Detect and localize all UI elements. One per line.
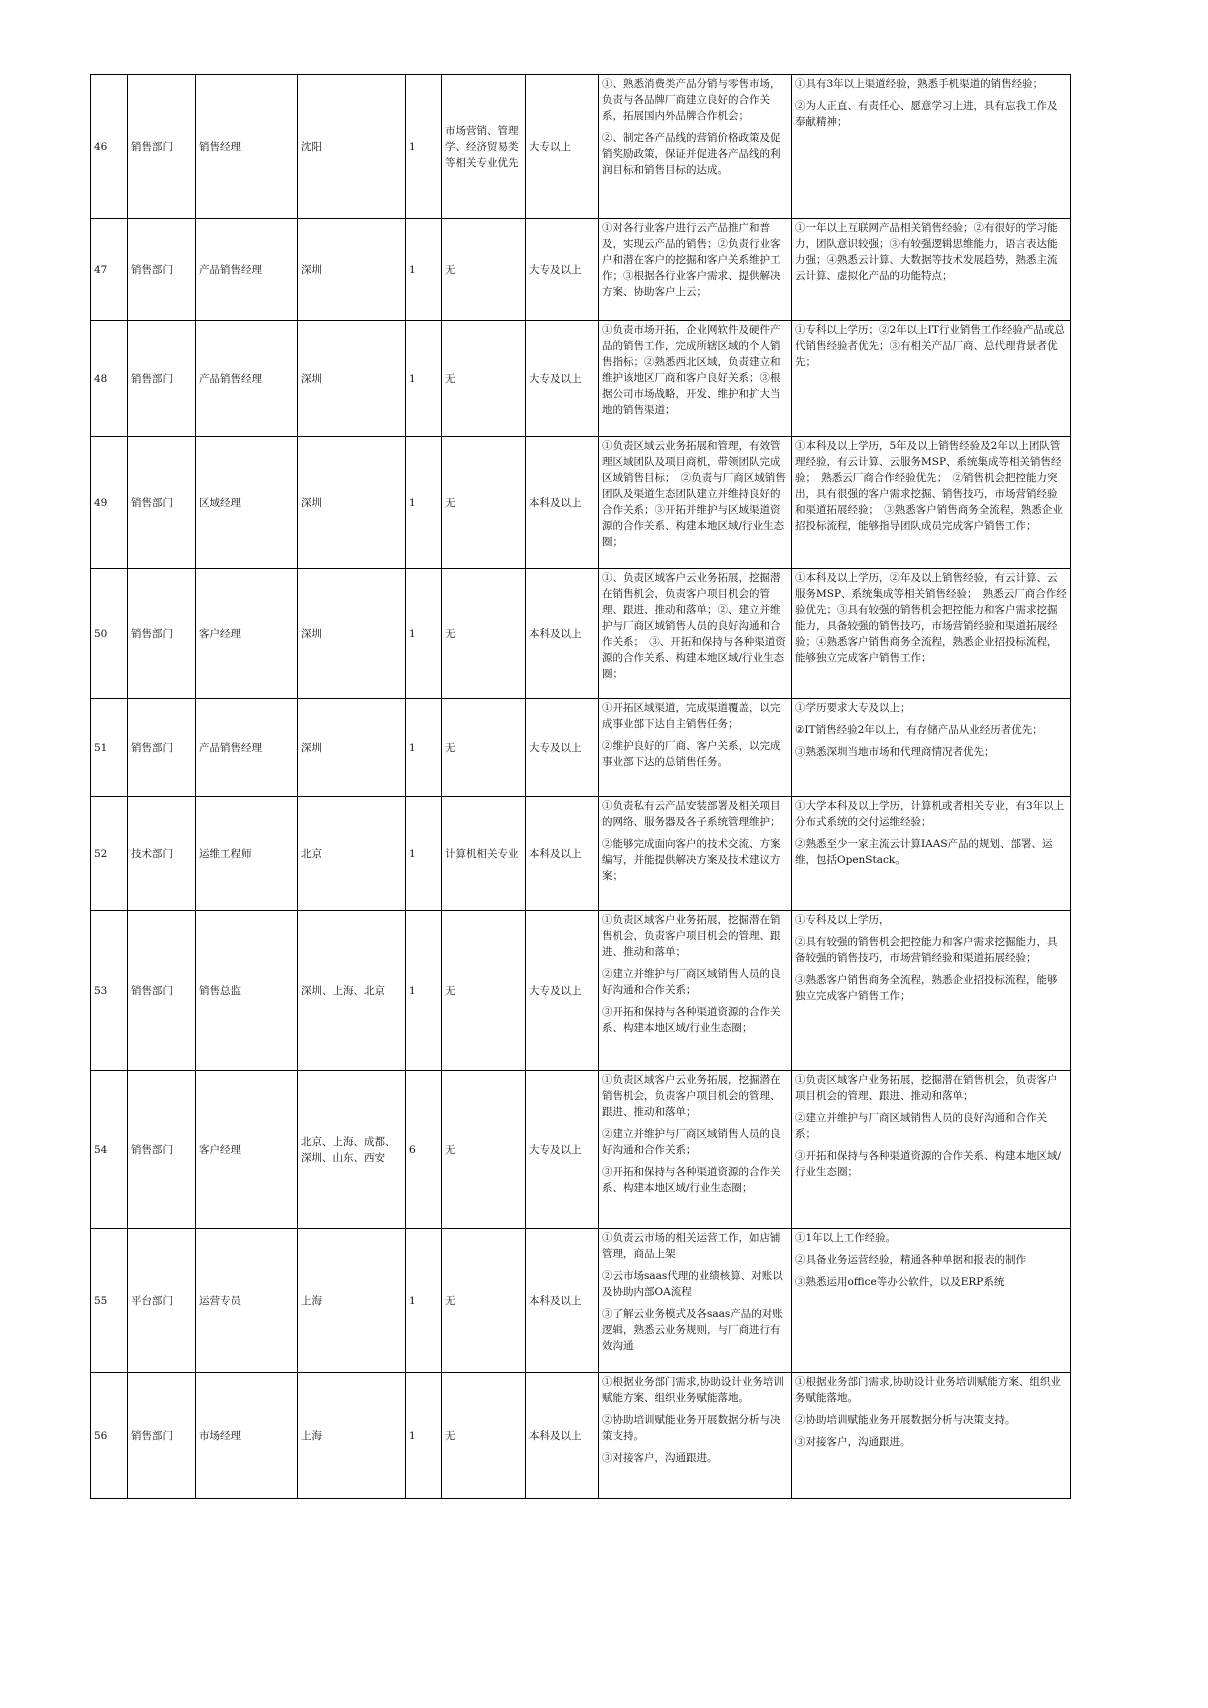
requirement-paragraph: ①具有3年以上渠道经验，熟悉手机渠道的销售经验； <box>795 78 1044 90</box>
duties-cell <box>599 1071 792 1229</box>
duty-paragraph: ①开拓区域渠道，完成渠道覆盖，以完成事业部下达自主销售任务； <box>602 702 781 730</box>
headcount-cell: 1 <box>406 219 442 321</box>
row-number: 49 <box>91 437 128 569</box>
requirement-paragraph: ①一年以上互联网产品相关销售经验；②有很好的学习能力，团队意识较强；③有较强逻辑思维能力，语言表达能力强；④熟悉云计算、大数据等技术发展趋势，熟悉主流云计算、虚拟化产品的功能特点； <box>795 222 1058 282</box>
table-row <box>91 699 1071 797</box>
department-cell: 销售部门 <box>128 911 196 1071</box>
requirement-paragraph: ③对接客户，沟通跟进。 <box>795 1436 911 1448</box>
headcount-cell: 1 <box>406 437 442 569</box>
requirement-paragraph: ③熟悉客户销售商务全流程，熟悉企业招投标流程，能够独立完成客户销售工作； <box>795 974 1058 1002</box>
department-cell: 销售部门 <box>128 321 196 437</box>
table-row <box>91 75 1071 219</box>
department-cell: 销售部门 <box>128 219 196 321</box>
row-number: 55 <box>91 1229 128 1373</box>
education-cell: 本科及以上 <box>526 437 599 569</box>
position-cell: 产品销售经理 <box>196 699 298 797</box>
table-row <box>91 1373 1071 1499</box>
duty-paragraph: ③开拓和保持与各种渠道资源的合作关系、构建本地区域/行业生态圈； <box>602 1006 781 1034</box>
duty-paragraph: ①、负责区域客户云业务拓展，挖掘潜在销售机会，负责客户项目机会的管理、跟进、推动和落单；②、建立并维护与厂商区域销售人员的良好沟通和合作关系； ③、开拓和保持与各种渠道资源的合作关系、构建本地区域/行业生态圈； <box>602 572 786 680</box>
education-cell: 本科及以上 <box>526 1373 599 1499</box>
position-cell: 产品销售经理 <box>196 321 298 437</box>
major-cell: 无 <box>442 1071 526 1229</box>
row-number: 50 <box>91 569 128 699</box>
duty-paragraph: ①负责区域客户云业务拓展，挖掘潜在销售机会，负责客户项目机会的管理、跟进、推动和落单； <box>602 1074 781 1118</box>
requirement-paragraph: ②IT销售经验2年以上，有存储产品从业经历者优先； <box>795 724 1043 736</box>
duty-paragraph: ②协助培训赋能业务开展数据分析与决策支持。 <box>602 1414 781 1442</box>
requirement-paragraph: ②为人正直、有责任心、愿意学习上进，具有忘我工作及奉献精神； <box>795 100 1058 128</box>
duties-cell <box>599 797 792 911</box>
requirements-cell <box>792 437 1071 569</box>
requirement-paragraph: ①1年以上工作经验。 <box>795 1232 897 1244</box>
requirement-paragraph: ②熟悉至少一家主流云计算IAAS产品的规划、部署、运维，包括OpenStack。 <box>795 838 1053 866</box>
location-cell: 深圳 <box>298 321 406 437</box>
position-cell: 产品销售经理 <box>196 219 298 321</box>
row-number: 47 <box>91 219 128 321</box>
requirement-paragraph: ①大学本科及以上学历，计算机或者相关专业，有3年以上分布式系统的交付运维经验； <box>795 800 1065 828</box>
requirement-paragraph: ②具备业务运营经验，精通各种单据和报表的制作 <box>795 1254 1026 1266</box>
row-number: 48 <box>91 321 128 437</box>
duties-cell <box>599 1229 792 1373</box>
headcount-cell: 6 <box>406 1071 442 1229</box>
major-cell: 无 <box>442 1229 526 1373</box>
position-cell: 运维工程师 <box>196 797 298 911</box>
location-cell: 深圳、上海、北京 <box>298 911 406 1071</box>
duty-paragraph: ①负责区域客户业务拓展，挖掘潜在销售机会，负责客户项目机会的管理、跟进、推动和落单； <box>602 914 781 958</box>
duty-paragraph: ①负责私有云产品安装部署及相关项目的网络、服务器及各子系统管理维护； <box>602 800 781 828</box>
row-number: 52 <box>91 797 128 911</box>
duty-paragraph: ②能够完成面向客户的技术交流、方案编写，并能提供解决方案及技术建议方案； <box>602 838 781 882</box>
education-cell: 本科及以上 <box>526 797 599 911</box>
duties-cell <box>599 321 792 437</box>
department-cell: 平台部门 <box>128 1229 196 1373</box>
requirement-paragraph: ①学历要求大专及以上； <box>795 702 911 714</box>
major-cell: 无 <box>442 569 526 699</box>
duty-paragraph: ③对接客户，沟通跟进。 <box>602 1452 718 1464</box>
duty-paragraph: ②、制定各产品线的营销价格政策及促销奖励政策，保证并促进各产品线的利润目标和销售目标的达成。 <box>602 132 781 176</box>
requirements-cell <box>792 911 1071 1071</box>
education-cell: 大专及以上 <box>526 911 599 1071</box>
location-cell: 上海 <box>298 1373 406 1499</box>
duty-paragraph: ①对各行业客户进行云产品推广和普及，实现云产品的销售；②负责行业客户和潜在客户的挖掘和客户关系维护工作；③根据各行业客户需求、提供解决方案、协助客户上云； <box>602 222 781 298</box>
location-cell: 上海 <box>298 1229 406 1373</box>
duty-paragraph: ①负责区域云业务拓展和管理，有效管理区域团队及项目商机，带领团队完成区域销售目标； ②负责与厂商区域销售团队及渠道生态团队建立并维持良好的合作关系；③开拓并维护与区域渠道资源的合作关系、构建本地区域/行业生态圈； <box>602 440 786 548</box>
duty-paragraph: ②维护良好的厂商、客户关系，以完成事业部下达的总销售任务。 <box>602 740 781 768</box>
department-cell: 技术部门 <box>128 797 196 911</box>
department-cell: 销售部门 <box>128 437 196 569</box>
duties-cell <box>599 911 792 1071</box>
requirements-cell <box>792 219 1071 321</box>
table-row <box>91 569 1071 699</box>
department-cell: 销售部门 <box>128 1071 196 1229</box>
position-cell: 市场经理 <box>196 1373 298 1499</box>
location-cell: 深圳 <box>298 219 406 321</box>
major-cell: 无 <box>442 437 526 569</box>
duties-cell <box>599 75 792 219</box>
table-row <box>91 1071 1071 1229</box>
headcount-cell: 1 <box>406 911 442 1071</box>
table-row <box>91 219 1071 321</box>
duty-paragraph: ①、熟悉消费类产品分销与零售市场，负责与各品牌厂商建立良好的合作关系，拓展国内外品牌合作机会； <box>602 78 781 122</box>
row-number: 51 <box>91 699 128 797</box>
requirements-cell <box>792 699 1071 797</box>
requirements-cell <box>792 1229 1071 1373</box>
duty-paragraph: ②云市场saas代理的业绩核算、对账以及协助内部OA流程 <box>602 1270 783 1298</box>
duties-cell <box>599 219 792 321</box>
requirement-paragraph: ①专科及以上学历， <box>795 914 890 926</box>
row-number: 46 <box>91 75 128 219</box>
education-cell: 大专及以上 <box>526 219 599 321</box>
duties-cell <box>599 699 792 797</box>
location-cell: 深圳 <box>298 699 406 797</box>
duties-cell <box>599 1373 792 1499</box>
table-row <box>91 797 1071 911</box>
education-cell: 大专以上 <box>526 75 599 219</box>
department-cell: 销售部门 <box>128 569 196 699</box>
location-cell: 深圳 <box>298 437 406 569</box>
headcount-cell: 1 <box>406 797 442 911</box>
position-cell: 客户经理 <box>196 1071 298 1229</box>
table-row <box>91 321 1071 437</box>
requirements-cell <box>792 75 1071 219</box>
requirement-paragraph: ①专科以上学历；②2年以上IT行业销售工作经验产品或总代销售经验者优先；③有相关产品厂商、总代理背景者优先； <box>795 324 1065 368</box>
headcount-cell: 1 <box>406 1373 442 1499</box>
location-cell: 深圳 <box>298 569 406 699</box>
department-cell: 销售部门 <box>128 75 196 219</box>
department-cell: 销售部门 <box>128 699 196 797</box>
job-listing-table <box>90 74 1071 1499</box>
education-cell: 大专及以上 <box>526 321 599 437</box>
row-number: 53 <box>91 911 128 1071</box>
duty-paragraph: ②建立并维护与厂商区域销售人员的良好沟通和合作关系； <box>602 968 781 996</box>
requirement-paragraph: ②建立并维护与厂商区域销售人员的良好沟通和合作关系； <box>795 1112 1047 1140</box>
row-number: 56 <box>91 1373 128 1499</box>
education-cell: 本科及以上 <box>526 569 599 699</box>
major-cell: 无 <box>442 1373 526 1499</box>
major-cell: 计算机相关专业 <box>442 797 526 911</box>
major-cell: 市场营销、管理学、经济贸易类等相关专业优先 <box>442 75 526 219</box>
headcount-cell: 1 <box>406 75 442 219</box>
location-cell: 北京、上海、成都、深圳、山东、西安 <box>298 1071 406 1229</box>
requirement-paragraph: ③熟悉深圳当地市场和代理商情况者优先； <box>795 746 995 758</box>
position-cell: 客户经理 <box>196 569 298 699</box>
requirements-cell <box>792 797 1071 911</box>
table-body <box>91 75 1071 1499</box>
table-row <box>91 911 1071 1071</box>
requirement-paragraph: ①本科及以上学历，②年及以上销售经验，有云计算、云服务MSP、系统集成等相关销售经验； 熟悉云厂商合作经验优先；③具有较强的销售机会把控能力和客户需求挖掘能力，具备较强的销售技巧，市场营销经验和渠道拓展经验；④熟悉客户销售商务全流程，熟悉企业招投标流程，能够独立完成客户销售工作； <box>795 572 1067 664</box>
major-cell: 无 <box>442 699 526 797</box>
requirements-cell <box>792 1373 1071 1499</box>
headcount-cell: 1 <box>406 569 442 699</box>
major-cell: 无 <box>442 219 526 321</box>
table-row <box>91 437 1071 569</box>
headcount-cell: 1 <box>406 1229 442 1373</box>
requirement-paragraph: ①本科及以上学历，5年及以上销售经验及2年以上团队管理经验，有云计算、云服务MSP、系统集成等相关销售经验； 熟悉云厂商合作经验优先； ②销售机会把控能力突出，具有很强的客户需求挖掘、销售技巧，市场营销经验和渠道拓展经验； ③熟悉客户销售商务全流程，熟悉企业招投标流程，能够指导团队成员完成客户销售工作； <box>795 440 1063 532</box>
location-cell: 沈阳 <box>298 75 406 219</box>
requirement-paragraph: ③熟悉运用office等办公软件，以及ERP系统 <box>795 1276 1005 1288</box>
position-cell: 销售总监 <box>196 911 298 1071</box>
row-number: 54 <box>91 1071 128 1229</box>
position-cell: 区域经理 <box>196 437 298 569</box>
education-cell: 大专及以上 <box>526 699 599 797</box>
table-row <box>91 1229 1071 1373</box>
major-cell: 无 <box>442 321 526 437</box>
duties-cell <box>599 437 792 569</box>
requirement-paragraph: ②具有较强的销售机会把控能力和客户需求挖掘能力，具备较强的销售技巧，市场营销经验和渠道拓展经验； <box>795 936 1058 964</box>
location-cell: 北京 <box>298 797 406 911</box>
requirement-paragraph: ①负责区域客户业务拓展，挖掘潜在销售机会，负责客户项目机会的管理、跟进、推动和落单； <box>795 1074 1058 1102</box>
requirement-paragraph: ③开拓和保持与各种渠道资源的合作关系、构建本地区域/行业生态圈； <box>795 1150 1062 1178</box>
requirements-cell <box>792 569 1071 699</box>
requirements-cell <box>792 1071 1071 1229</box>
requirement-paragraph: ①根据业务部门需求,协助设计业务培训赋能方案、组织业务赋能落地。 <box>795 1376 1061 1404</box>
duty-paragraph: ①根据业务部门需求,协助设计业务培训赋能方案、组织业务赋能落地。 <box>602 1376 784 1404</box>
requirements-cell <box>792 321 1071 437</box>
education-cell: 大专及以上 <box>526 1071 599 1229</box>
education-cell: 本科及以上 <box>526 1229 599 1373</box>
position-cell: 运营专员 <box>196 1229 298 1373</box>
requirement-paragraph: ②协助培训赋能业务开展数据分析与决策支持。 <box>795 1414 1016 1426</box>
headcount-cell: 1 <box>406 321 442 437</box>
department-cell: 销售部门 <box>128 1373 196 1499</box>
headcount-cell: 1 <box>406 699 442 797</box>
duty-paragraph: ②建立并维护与厂商区域销售人员的良好沟通和合作关系； <box>602 1128 781 1156</box>
duties-cell <box>599 569 792 699</box>
position-cell: 销售经理 <box>196 75 298 219</box>
duty-paragraph: ③了解云业务模式及各saas产品的对账逻辑，熟悉云业务规则，与厂商进行有效沟通 <box>602 1308 783 1352</box>
major-cell: 无 <box>442 911 526 1071</box>
duty-paragraph: ③开拓和保持与各种渠道资源的合作关系、构建本地区域/行业生态圈； <box>602 1166 781 1194</box>
duty-paragraph: ①负责市场开拓，企业网软件及硬件产品的销售工作，完成所辖区域的个人销售指标；②熟悉西北区域，负责建立和维护该地区厂商和客户良好关系；③根据公司市场战略，开发、维护和扩大当地的销售渠道； <box>602 324 781 416</box>
duty-paragraph: ①负责云市场的相关运营工作，如店铺管理，商品上架 <box>602 1232 781 1260</box>
